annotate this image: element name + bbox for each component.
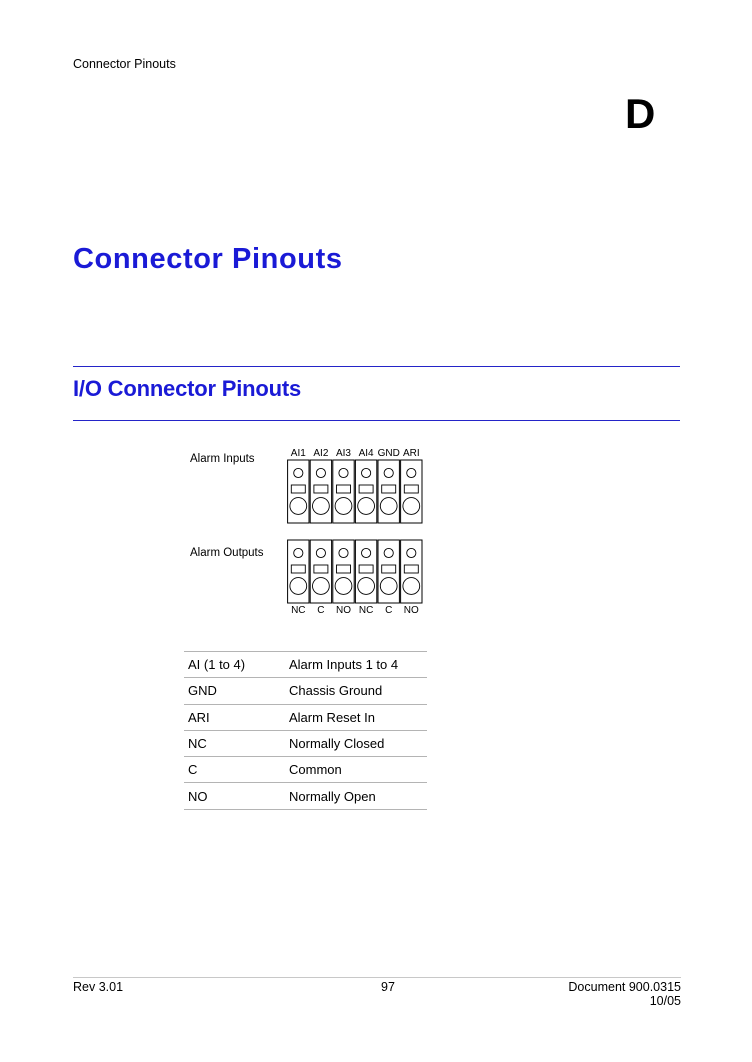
alarm-inputs-connector-drawing [280, 445, 430, 525]
output-pin-label: NO [336, 605, 351, 616]
table-row [184, 730, 427, 756]
input-terminal-5 [378, 460, 399, 523]
output-terminal-6 [401, 540, 422, 603]
output-pin-label: C [317, 605, 325, 616]
table-row [184, 678, 427, 704]
running-head: Connector Pinouts [73, 57, 176, 71]
section-rule-bottom [73, 420, 680, 421]
pin-description: Common [285, 757, 427, 783]
output-terminal-1 [288, 540, 309, 603]
output-terminal-5 [378, 540, 399, 603]
footer-page-number: 97 [381, 980, 395, 994]
output-pin-label: NC [291, 605, 306, 616]
output-terminal-3 [333, 540, 354, 603]
table-row [184, 757, 427, 783]
pin-code: NC [184, 730, 285, 756]
footer-document-number: Document 900.0315 [568, 980, 681, 994]
output-pin-label: NC [358, 605, 374, 616]
input-pin-label: AI4 [358, 448, 374, 459]
footer-revision: Rev 3.01 [73, 980, 124, 994]
alarm-outputs-label: Alarm Outputs [190, 547, 264, 559]
alarm-outputs-connector [280, 540, 430, 620]
pin-code: NO [184, 783, 285, 809]
pin-description: Normally Closed [285, 730, 427, 756]
pin-code: GND [184, 678, 285, 704]
input-pin-label: ARI [402, 448, 420, 459]
section-rule-top [73, 366, 680, 367]
table-row [184, 704, 427, 730]
input-terminal-3 [333, 460, 354, 523]
footer-document-info [520, 980, 681, 1008]
pin-definition-table [184, 651, 427, 810]
input-pin-label: GND [377, 448, 400, 459]
alarm-outputs-connector-drawing [280, 540, 430, 620]
input-terminal-1 [288, 460, 309, 523]
output-terminal-4 [355, 540, 376, 603]
pin-description: Alarm Inputs 1 to 4 [285, 652, 427, 678]
pin-description: Normally Open [285, 783, 427, 809]
footer-date: 10/05 [649, 994, 681, 1008]
pin-description: Alarm Reset In [285, 704, 427, 730]
output-pin-label: C [385, 605, 393, 616]
input-terminal-2 [310, 460, 331, 523]
input-pin-label: AI2 [313, 448, 329, 459]
output-pin-label: NO [403, 605, 419, 616]
alarm-inputs-label: Alarm Inputs [190, 453, 255, 465]
alarm-inputs-connector [280, 445, 430, 525]
output-terminal-2 [310, 540, 331, 603]
input-pin-label: AI1 [290, 448, 306, 459]
pin-description: Chassis Ground [285, 678, 427, 704]
input-pin-label: AI3 [335, 448, 352, 459]
input-terminal-6 [401, 460, 422, 523]
input-terminal-4 [355, 460, 376, 523]
pin-code: C [184, 757, 285, 783]
pin-code: ARI [184, 704, 285, 730]
chapter-letter: D [625, 90, 656, 137]
table-row [184, 652, 427, 678]
footer-rule [73, 977, 681, 978]
section-title: I/O Connector Pinouts [73, 376, 302, 401]
chapter-title: Connector Pinouts [73, 243, 343, 275]
pin-code: AI (1 to 4) [184, 652, 285, 678]
table-row [184, 783, 427, 809]
